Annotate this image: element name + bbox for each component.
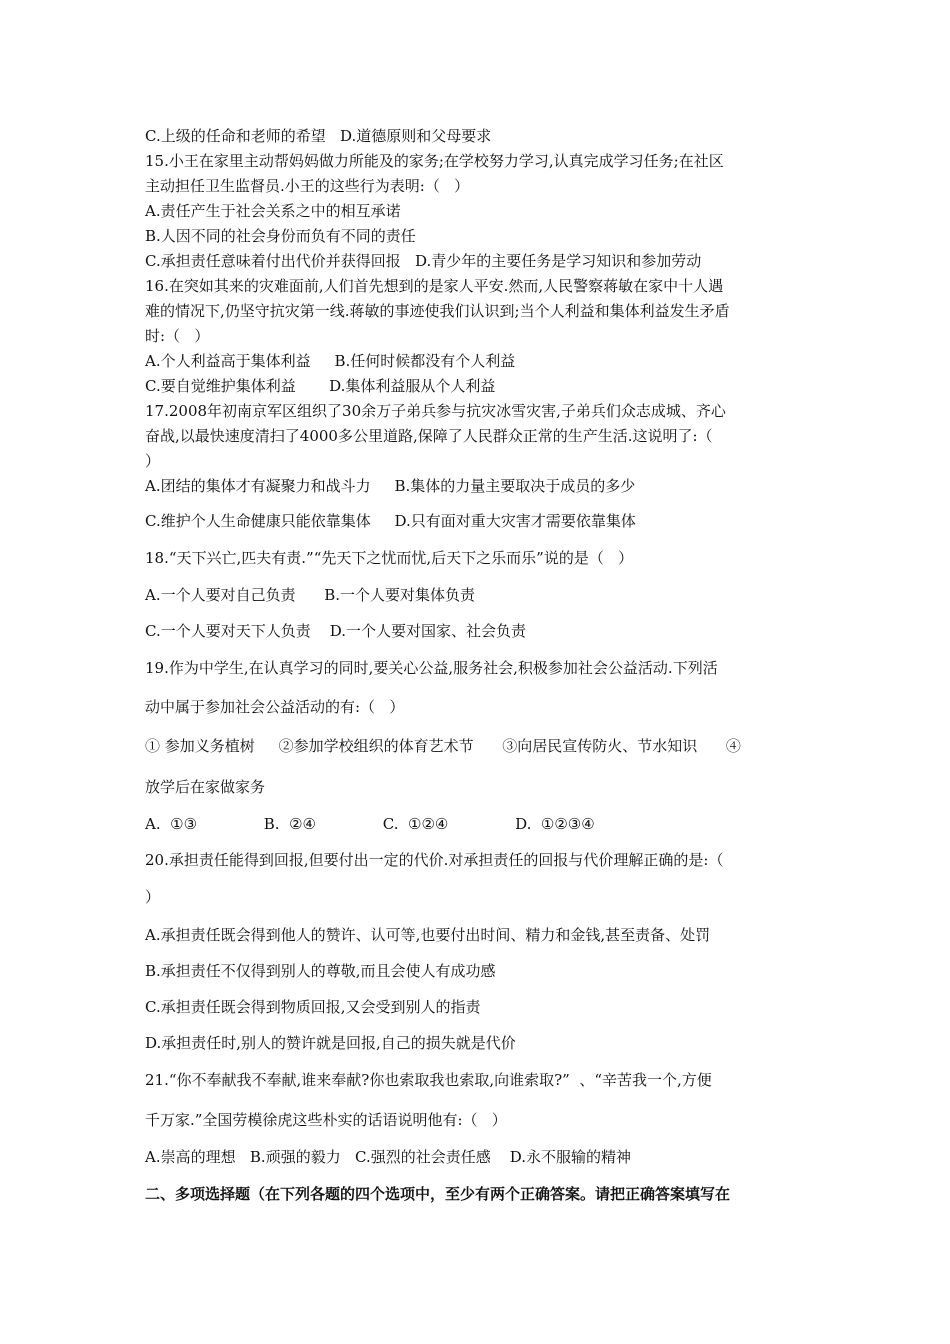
q17-stem-line1: 17.2008年初南京军区组织了30余万子弟兵参与抗灾冰雪灾害,子弟兵们众志成城、齐心 <box>145 402 726 420</box>
q15-option-a: A.责任产生于社会关系之中的相互承诺 <box>145 202 401 220</box>
q17-options-ab: A.团结的集体才有凝聚力和战斗力 B.集体的力量主要取决于成员的多少 <box>145 477 636 495</box>
q17-stem-line3: ） <box>145 452 161 470</box>
q16-options-cd: C.要自觉维护集体利益 D.集体利益服从个人利益 <box>145 377 496 395</box>
q19-items-line1: ① 参加义务植树 ②参加学校组织的体育艺术节 ③向居民宣传防火、节水知识 ④ <box>145 737 741 755</box>
q19-stem-line1: 19.作为中学生,在认真学习的同时,要关心公益,服务社会,积极参加社会公益活动.下列活 <box>145 659 718 677</box>
q20-option-d: D.承担责任时,别人的赞许就是回报,自己的损失就是代价 <box>145 1034 516 1052</box>
q17-options-cd: C.维护个人生命健康只能依靠集体 D.只有面对重大灾害才需要依靠集体 <box>145 512 636 530</box>
q19-items-line2: 放学后在家做家务 <box>145 778 266 796</box>
q20-stem-line1: 20.承担责任能得到回报,但要付出一定的代价.对承担责任的回报与代价理解正确的是:（ <box>145 851 724 869</box>
q19-options: A. ①③ B. ②④ C. ①②④ D. ①②③④ <box>145 815 595 833</box>
q18-options-ab: A.一个人要对自己负责 B.一个人要对集体负责 <box>145 586 476 604</box>
q16-stem-line1: 16.在突如其来的灾难面前,人们首先想到的是家人平安.然而,人民警察蒋敏在家中十人遇 <box>145 277 724 295</box>
q20-option-c: C.承担责任既会得到物质回报,又会受到别人的指责 <box>145 998 481 1016</box>
q15-options-cd: C.承担责任意味着付出代价并获得回报 D.青少年的主要任务是学习知识和参加劳动 <box>145 252 702 270</box>
q21-stem-line2: 千万家.”全国劳模徐虎这些朴实的话语说明他有:（ ） <box>145 1111 507 1129</box>
q20-option-a: A.承担责任既会得到他人的赞许、认可等,也要付出时间、精力和金钱,甚至责备、处罚 <box>145 926 711 944</box>
q17-stem-line2: 奋战,以最快速度清扫了4000多公里道路,保障了人民群众正常的生产生活.这说明了:（ <box>145 427 713 445</box>
q15-option-b: B.人因不同的社会身份而负有不同的责任 <box>145 227 416 245</box>
q21-stem-line1: 21.“你不奉献我不奉献,谁来奉献?你也索取我也索取,向谁索取?” 、“辛苦我一个,方便 <box>145 1071 712 1089</box>
q15-stem-line1: 15.小王在家里主动帮妈妈做力所能及的家务;在学校努力学习,认真完成学习任务;在社区 <box>145 152 724 170</box>
q16-options-ab: A.个人利益高于集体利益 B.任何时候都没有个人利益 <box>145 352 516 370</box>
q16-stem-line3: 时:（ ） <box>145 327 210 345</box>
q15-stem-line2: 主动担任卫生监督员.小王的这些行为表明:（ ） <box>145 177 470 195</box>
q18-stem: 18.“天下兴亡,匹夫有责.”“先天下之忧而忧,后天下之乐而乐”说的是（ ） <box>145 549 634 567</box>
q19-stem-line2: 动中属于参加社会公益活动的有:（ ） <box>145 698 405 716</box>
q20-stem-line2: ） <box>145 888 161 906</box>
section-two-heading: 二、多项选择题（在下列各题的四个选项中，至少有两个正确答案。请把正确答案填写在 <box>145 1185 731 1203</box>
q14-options-cd: C.上级的任命和老师的希望 D.道德原则和父母要求 <box>145 127 492 145</box>
q21-options: A.崇高的理想 B.顽强的毅力 C.强烈的社会责任感 D.永不服输的精神 <box>145 1148 632 1166</box>
q20-option-b: B.承担责任不仅得到别人的尊敬,而且会使人有成功感 <box>145 962 496 980</box>
q16-stem-line2: 难的情况下,仍坚守抗灾第一线.蒋敏的事迹使我们认识到;当个人利益和集体利益发生矛盾 <box>145 302 730 320</box>
q18-options-cd: C.一个人要对天下人负责 D.一个人要对国家、社会负责 <box>145 622 527 640</box>
